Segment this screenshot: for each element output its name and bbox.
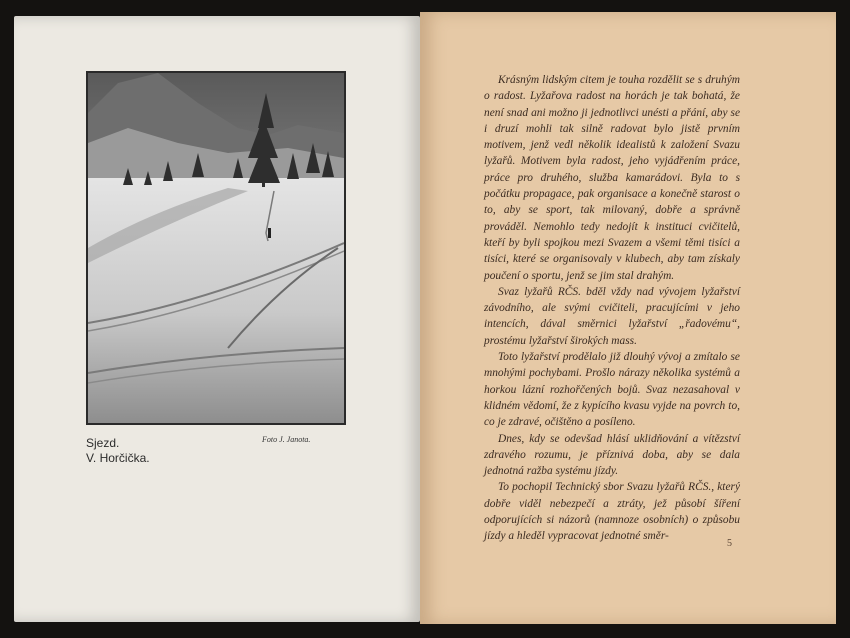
left-page (14, 16, 420, 622)
body-text (484, 72, 740, 545)
paragraph: Krásným lidským citem je touha rozdělit se s druhým o radost. Lyžařova radost na horách je tak bohatá, že není snad ani možno ji jednotlivci unésti a přání, aby se i druzí mohli tak silně radovat bylo jistě prvním motivem, jenž vedl několik idealistů k založení Svazu lyžařů. Motivem byla radost, jeho vyjádřením práce, práce pro druhého, služba kamarádovi. Byla to s počátku propagace, pak organisace a konečně starost o to, aby se sport, tak milovaný, dobře a správně prováděl. Nemohlo tedy nedojít k instituci cvičitelů, kteří by byli spojkou mezi Svazem a všemi těmi tisíci a tisíci, které se organisovaly v klubech, aby tam získaly poučení o sportu, jenž se jim stal drahým. (484, 74, 740, 282)
caption-title: Sjezd. (86, 436, 120, 450)
photo-caption (86, 436, 150, 466)
caption-author: V. Horčička. (86, 451, 150, 465)
paragraph: To pochopil Technický sbor Svazu lyžařů RČS., který dobře viděl nebezpečí a ztráty, jež působí šíření odporujících si názorů (namnoze osobních) o způsobu jízdy a hleděl vypracovat jednotné směr- (484, 481, 740, 543)
photo-credit: Foto J. Janota. (262, 435, 311, 444)
paragraph: Toto lyžařství prodělalo již dlouhý vývoj a zmítalo se mnohými pochybami. Prošlo nárazy několika systémů a horkou lázní rozhořčených bojů. Svaz nezasahoval v klidném vědomí, že z kypícího kvasu vyjde na povrch to, co je zdravé, očištěno a posíleno. (484, 351, 740, 429)
ski-photo (86, 71, 346, 425)
paragraph: Svaz lyžařů RČS. bděl vždy nad vývojem lyžařství závodního, ale svými cvičiteli, pracujícími v jeho intencích, dával směrnici lyžařství „řadovému“, prostému lyžařství širokých mass. (484, 285, 740, 347)
paragraph: Dnes, kdy se odevšad hlásí uklidňování a vítězství zdravého rozumu, je příznivá doba, aby se dala jednotná ražba systému jízdy. (484, 432, 740, 478)
page-number: 5 (727, 538, 732, 549)
ski-slope-image (88, 73, 344, 423)
